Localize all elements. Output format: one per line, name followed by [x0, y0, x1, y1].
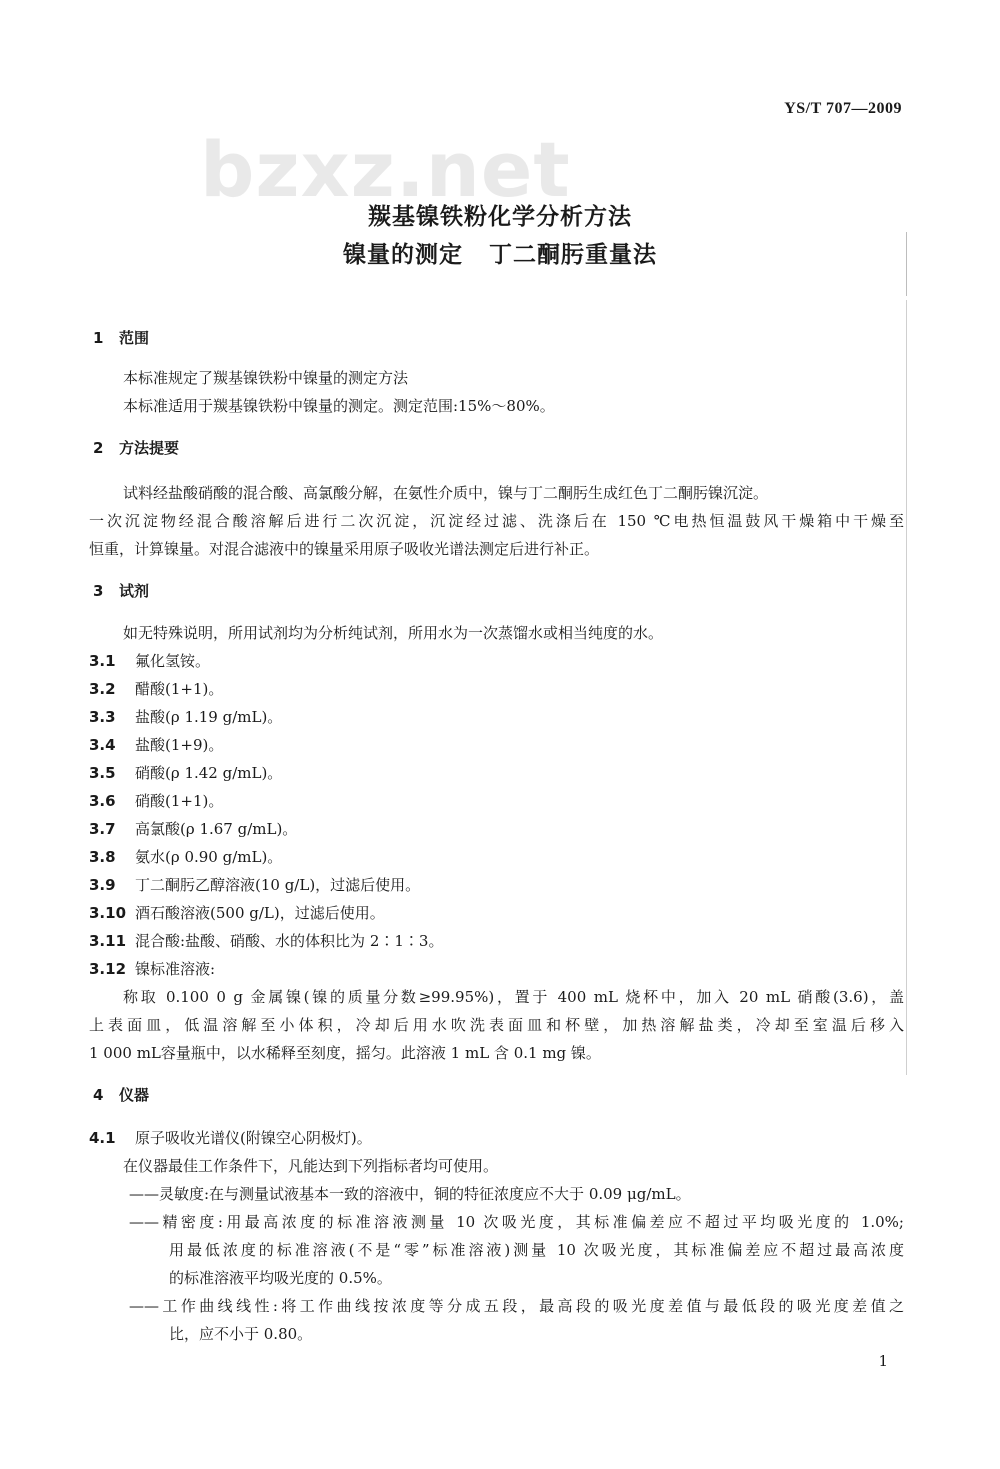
- watermark-text: bzxz.net: [200, 125, 571, 214]
- list-item: 3.3 盐酸(ρ 1.19 g/mL)。: [89, 708, 283, 726]
- list-item: 3.9 丁二酮肟乙醇溶液(10 g/L)，过滤后使用。: [89, 876, 421, 894]
- paragraph: 一次沉淀物经混合酸溶解后进行二次沉淀，沉淀经过滤、洗涤后在 150 ℃电热恒温鼓风干燥箱中干燥至: [89, 512, 904, 530]
- paragraph: 本标准适用于羰基镍铁粉中镍量的测定。测定范围:15%～80%。: [123, 397, 555, 415]
- list-item: 3.12 镍标准溶液:: [89, 960, 216, 978]
- section-heading-apparatus: 4 仪器: [93, 1086, 150, 1104]
- page-number: 1: [878, 1352, 888, 1370]
- paragraph: 在仪器最佳工作条件下，凡能达到下列指标者均可使用。: [123, 1157, 499, 1175]
- section-heading-reagents: 3 试剂: [93, 582, 150, 600]
- list-item: 3.8 氨水(ρ 0.90 g/mL)。: [89, 848, 283, 866]
- list-item: 3.6 硝酸(1+1)。: [89, 792, 224, 810]
- section-heading-method: 2 方法提要: [93, 439, 180, 457]
- list-item: 3.4 盐酸(1+9)。: [89, 736, 224, 754]
- list-item: 3.2 醋酸(1+1)。: [89, 680, 224, 698]
- paragraph: 本标准规定了羰基镍铁粉中镍量的测定方法: [123, 369, 409, 387]
- paragraph: 称取 0.100 0 g 金属镍(镍的质量分数≥99.95%)，置于 400 mL 烧杯中，加入 20 mL 硝酸(3.6)，盖: [123, 988, 904, 1006]
- paragraph: 试料经盐酸硝酸的混合酸、高氯酸分解，在氨性介质中，镍与丁二酮肟生成红色丁二酮肟镍沉淀。: [123, 484, 769, 502]
- list-item: 3.5 硝酸(ρ 1.42 g/mL)。: [89, 764, 283, 782]
- list-item: 3.7 高氯酸(ρ 1.67 g/mL)。: [89, 820, 298, 838]
- list-item: 3.1 氟化氢铵。: [89, 652, 211, 670]
- paragraph: 上表面皿，低温溶解至小体积，冷却后用水吹洗表面皿和杯壁，加热溶解盐类，冷却至室温后移入: [89, 1016, 904, 1034]
- list-item: 3.11 混合酸:盐酸、硝酸、水的体积比为 2∶1∶3。: [89, 932, 444, 950]
- paragraph: 1 000 mL容量瓶中，以水稀释至刻度，摇匀。此溶液 1 mL 含 0.1 mg 镍。: [89, 1044, 601, 1062]
- margin-line: [906, 300, 907, 1075]
- dash-item: ——灵敏度:在与测量试液基本一致的溶液中，铜的特征浓度应不大于 0.09 μg/mL。: [129, 1185, 691, 1203]
- paragraph: 如无特殊说明，所用试剂均为分析纯试剂，所用水为一次蒸馏水或相当纯度的水。: [123, 624, 664, 642]
- dash-item: ——工作曲线线性:将工作曲线按浓度等分成五段，最高段的吸光度差值与最低段的吸光度差值之: [129, 1297, 904, 1315]
- margin-line: [906, 232, 907, 296]
- dash-item: 比，应不小于 0.80。: [169, 1325, 313, 1343]
- document-title-line2: [0, 236, 1000, 269]
- standard-code: YS/T 707—2009: [784, 100, 902, 117]
- dash-item: ——精密度:用最高浓度的标准溶液测量 10 次吸光度，其标准偏差应不超过平均吸光度的 1.0%;: [129, 1213, 904, 1231]
- title-part-b: 丁二酮肟重量法: [489, 242, 657, 268]
- list-item: 4.1 原子吸收光谱仪(附镍空心阴极灯)。: [89, 1129, 372, 1147]
- dash-item: 的标准溶液平均吸光度的 0.5%。: [169, 1269, 392, 1287]
- section-heading-scope: 1 范围: [93, 329, 150, 347]
- title-part-a: 镍量的测定: [343, 242, 463, 268]
- document-title-line1: 羰基镍铁粉化学分析方法: [368, 204, 632, 230]
- dash-item: 用最低浓度的标准溶液(不是“零”标准溶液)测量 10 次吸光度，其标准偏差应不超过最高浓度: [169, 1241, 904, 1259]
- list-item: 3.10 酒石酸溶液(500 g/L)，过滤后使用。: [89, 904, 385, 922]
- paragraph: 恒重，计算镍量。对混合滤液中的镍量采用原子吸收光谱法测定后进行补正。: [89, 540, 600, 558]
